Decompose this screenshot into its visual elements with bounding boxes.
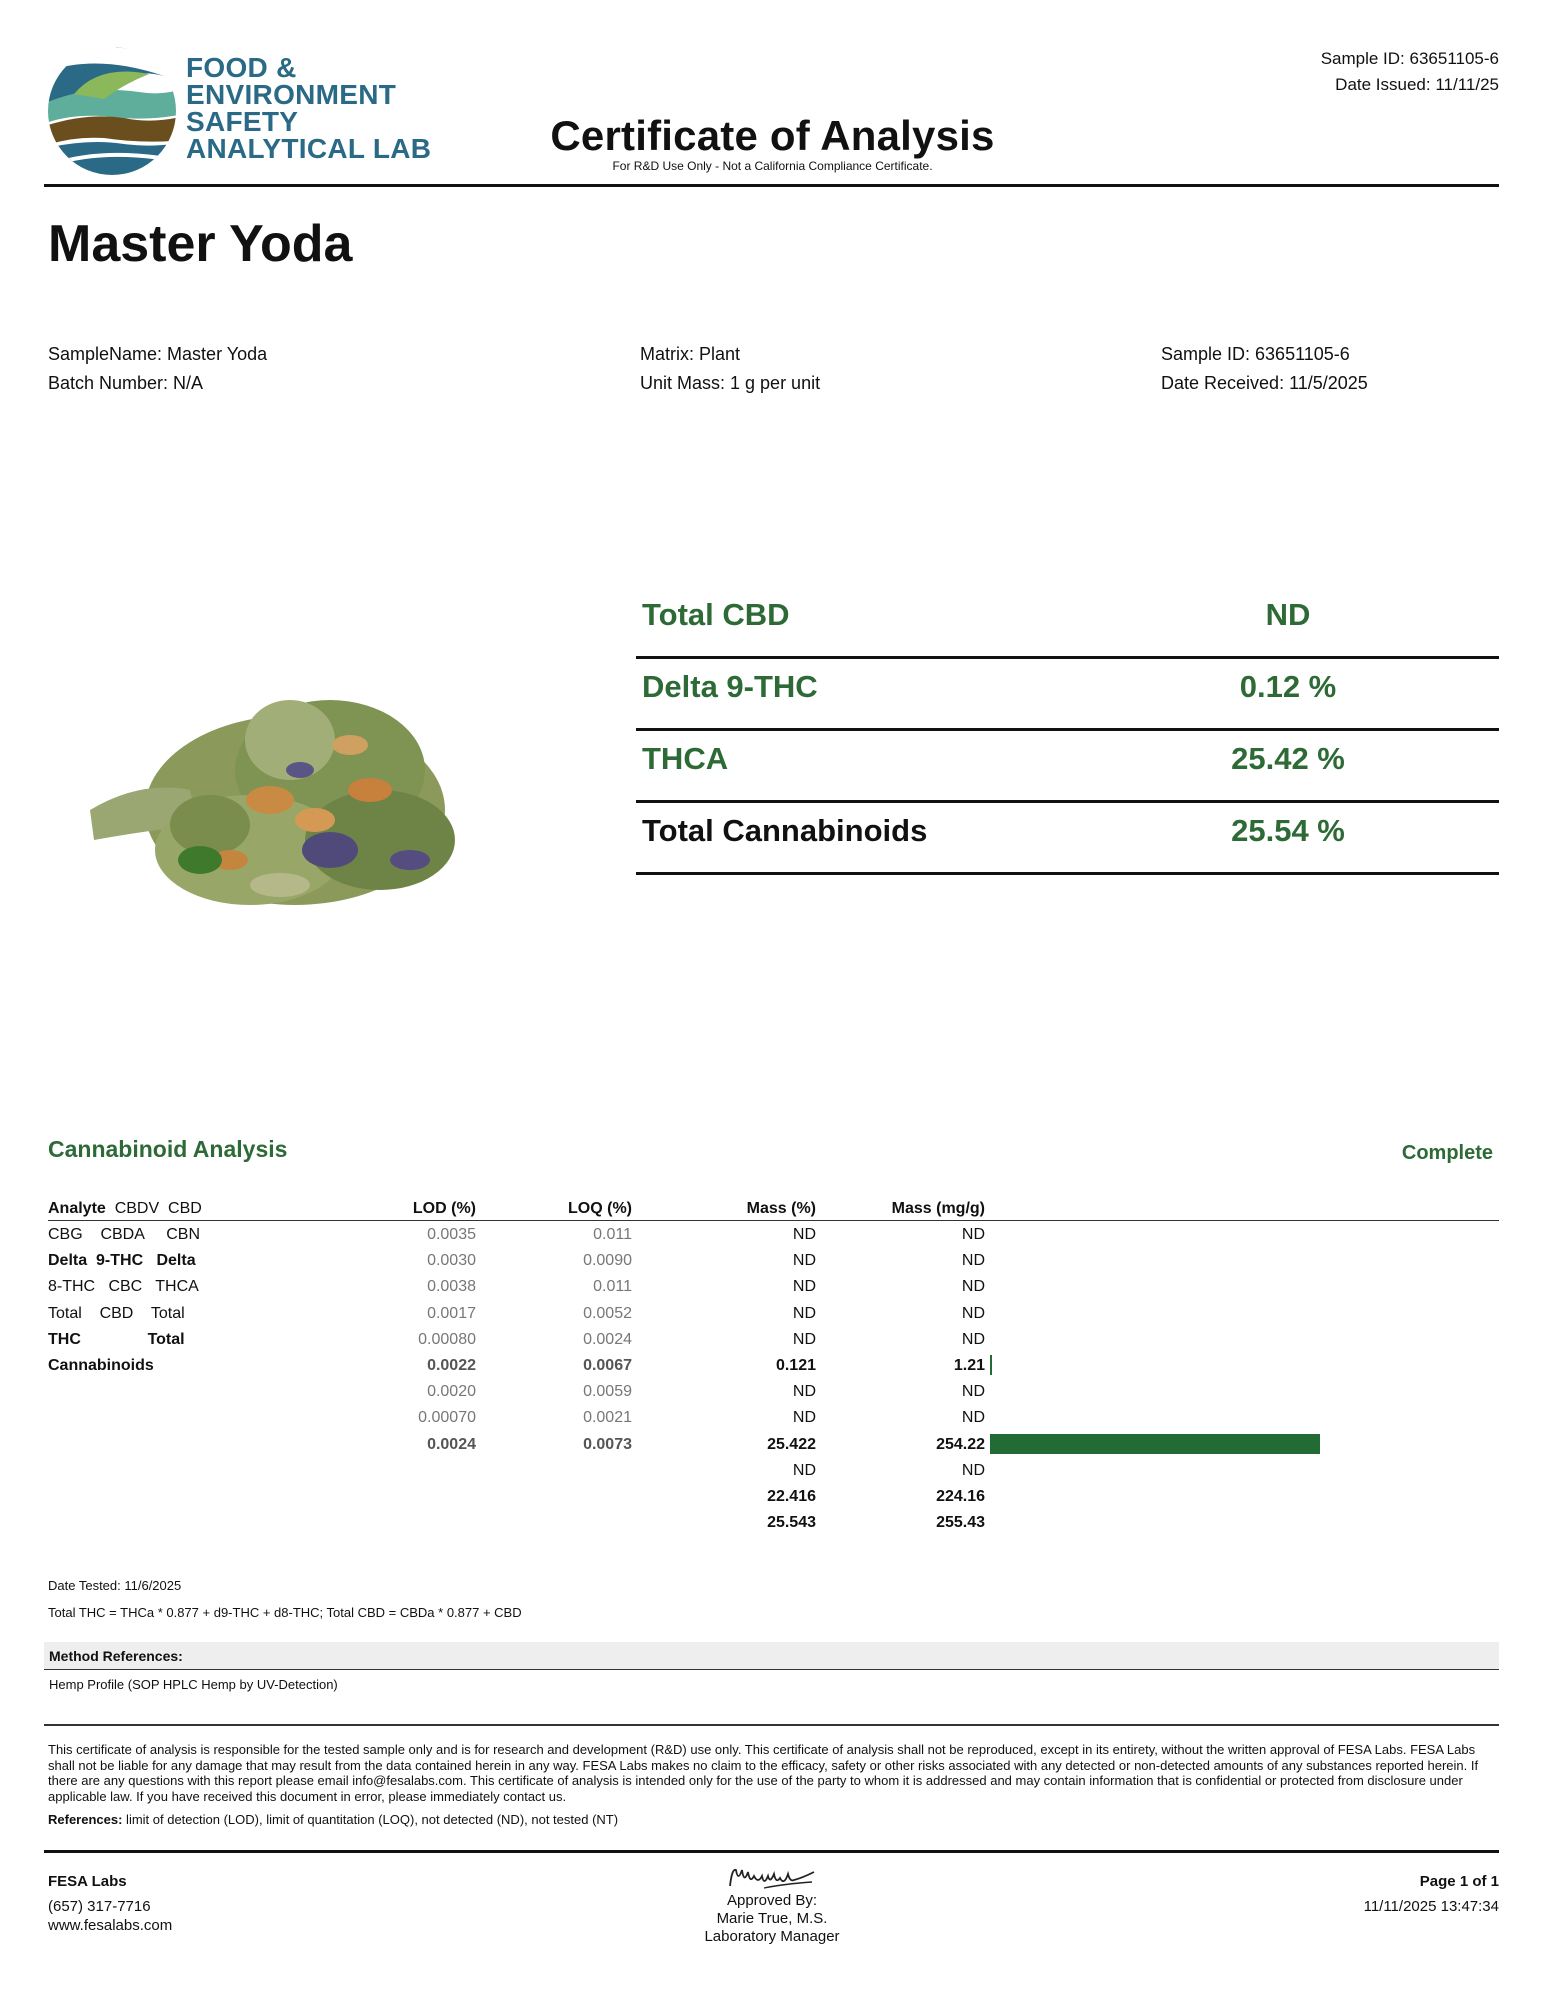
date-received: Date Received: 11/5/2025 (1161, 373, 1368, 393)
cell-mass-mg: 255.43 (936, 1514, 985, 1532)
header-loq: LOQ (%) (568, 1200, 632, 1217)
mass-bar (990, 1355, 992, 1375)
signature-icon (724, 1862, 820, 1892)
cell-analyte: Cannabinoids (48, 1356, 154, 1374)
cell-mass-pct: 22.416 (767, 1487, 816, 1505)
footer-website[interactable]: www.fesalabs.com (48, 1917, 173, 1934)
cell-lod: 0.0035 (427, 1226, 476, 1243)
header-meta (1321, 46, 1499, 98)
summary-label: THCA (642, 741, 729, 776)
sample-id: Sample ID: 63651105-6 (1161, 344, 1350, 364)
table-row (48, 1483, 1499, 1509)
table-row (48, 1509, 1499, 1535)
unit-mass: Unit Mass: 1 g per unit (640, 373, 821, 393)
header-lod: LOD (%) (412, 1200, 476, 1217)
table-row (48, 1247, 1499, 1273)
table-row (48, 1221, 1499, 1247)
cell-loq: 0.011 (593, 1226, 632, 1243)
analysis-status: Complete (1401, 1142, 1493, 1164)
references-text: limit of detection (LOD), limit of quantitation (LOQ), not detected (ND), not tested (NT) (122, 1812, 619, 1827)
cell-mass-pct: ND (792, 1409, 816, 1427)
table-row (48, 1273, 1499, 1299)
table-body (48, 1221, 1499, 1535)
cell-lod: 0.0038 (427, 1278, 476, 1296)
cell-lod: 0.0030 (427, 1252, 476, 1270)
summary-value: 25.54 % (1231, 813, 1345, 848)
header-date-issued: Date Issued: 11/11/25 (1335, 75, 1499, 94)
cell-loq: 0.0052 (583, 1304, 632, 1322)
header-analyte-label: Analyte (48, 1200, 106, 1217)
table-row (48, 1326, 1499, 1352)
cell-lod: 0.00070 (418, 1409, 476, 1427)
footer-phone: (657) 317-7716 (48, 1898, 151, 1915)
table-row (48, 1404, 1499, 1430)
cell-loq: 0.011 (593, 1278, 632, 1296)
cell-mass-pct: ND (792, 1330, 816, 1348)
product-image (80, 650, 500, 940)
cell-mass-mg: ND (961, 1252, 985, 1270)
summary-value: 0.12 % (1239, 669, 1337, 704)
cell-mass-pct: ND (792, 1461, 816, 1479)
summary-row-delta9 (636, 659, 1499, 731)
cell-mass-pct: ND (792, 1226, 816, 1243)
cell-mass-mg: ND (961, 1383, 985, 1401)
cell-loq: 0.0090 (583, 1252, 632, 1270)
cell-mass-pct: 25.543 (767, 1514, 816, 1532)
total-formula: Total THC = THCa * 0.877 + d9-THC + d8-THC; Total CBD = CBDa * 0.877 + CBD (48, 1605, 522, 1620)
cell-analyte: Total CBD Total (48, 1304, 185, 1322)
summary-label: Total CBD (642, 597, 790, 632)
summary-value: 25.42 % (1231, 741, 1345, 776)
cell-mass-mg: 254.22 (936, 1435, 985, 1453)
header-mass-mg: Mass (mg/g) (891, 1200, 985, 1217)
cell-mass-pct: 25.422 (767, 1435, 816, 1453)
footer-divider (44, 1850, 1499, 1853)
footer-left (48, 1872, 172, 1935)
approved-by-label: Approved By: (726, 1892, 818, 1909)
cell-loq: 0.0059 (583, 1383, 632, 1401)
cell-mass-pct: ND (792, 1304, 816, 1322)
cell-mass-mg: ND (961, 1226, 985, 1243)
date-tested: Date Tested: 11/6/2025 (48, 1578, 182, 1593)
cell-loq: 0.0021 (583, 1409, 632, 1427)
cell-analyte: Delta 9-THC Delta (48, 1252, 196, 1270)
summary-row-total-cannabinoids (636, 803, 1499, 875)
mass-bar (990, 1434, 1320, 1454)
certificate-subtitle: For R&D Use Only - Not a California Compliance Certificate. (612, 159, 933, 173)
sample-meta-center (640, 340, 820, 398)
cell-mass-mg: 224.16 (936, 1487, 985, 1505)
method-references-heading: Method References: (44, 1642, 1499, 1670)
cell-mass-mg: ND (961, 1409, 985, 1427)
analysis-title: Cannabinoid Analysis (48, 1136, 288, 1162)
table-row (48, 1431, 1499, 1457)
cell-mass-pct: ND (792, 1278, 816, 1296)
approver-name: Marie True, M.S. (716, 1910, 828, 1927)
cell-mass-mg: ND (961, 1461, 985, 1479)
cell-lod: 0.00080 (418, 1330, 476, 1348)
cannabinoid-table (48, 1195, 1499, 1535)
cell-lod: 0.0020 (427, 1383, 476, 1401)
footer-timestamp: 11/11/2025 13:47:34 (1363, 1898, 1499, 1915)
disclaimer-divider (44, 1724, 1499, 1726)
sample-meta-left (48, 340, 267, 398)
summary-label: Total Cannabinoids (642, 813, 928, 848)
cell-loq: 0.0067 (583, 1356, 632, 1374)
cell-loq: 0.0024 (583, 1330, 632, 1348)
table-row (48, 1300, 1499, 1326)
cell-lod: 0.0017 (427, 1304, 476, 1322)
lab-name-line-3: SAFETY (186, 106, 299, 137)
table-row (48, 1378, 1499, 1404)
method-references-body: Hemp Profile (SOP HPLC Hemp by UV-Detection) (49, 1677, 338, 1692)
cell-mass-mg: 1.21 (953, 1356, 985, 1374)
cell-mass-mg: ND (961, 1330, 985, 1348)
sample-title: Master Yoda (48, 215, 353, 273)
sample-meta-right (1161, 340, 1368, 398)
footer-right (1364, 1872, 1499, 1916)
cell-mass-mg: ND (961, 1304, 985, 1322)
batch-number: Batch Number: N/A (48, 373, 204, 393)
lab-name-line-4: ANALYTICAL LAB (186, 133, 432, 164)
matrix: Matrix: Plant (640, 344, 741, 364)
cell-analyte: THC Total (48, 1330, 185, 1348)
potency-summary (636, 587, 1499, 875)
header-analyte-extra: CBDV CBD (105, 1200, 202, 1217)
summary-row-thca (636, 731, 1499, 803)
references (48, 1812, 618, 1827)
cell-mass-mg: ND (961, 1278, 985, 1296)
cell-analyte: CBG CBDA CBN (48, 1226, 201, 1243)
header-mass-pct: Mass (%) (746, 1200, 816, 1217)
cell-lod: 0.0022 (427, 1356, 476, 1374)
cell-mass-pct: ND (792, 1383, 816, 1401)
table-row (48, 1457, 1499, 1483)
cell-loq: 0.0073 (583, 1435, 632, 1453)
table-header (48, 1195, 1499, 1221)
table-row (48, 1352, 1499, 1378)
cell-lod: 0.0024 (427, 1435, 476, 1453)
lab-name-line-2: ENVIRONMENT (186, 79, 397, 110)
page-number: Page 1 of 1 (1419, 1873, 1499, 1890)
summary-value: ND (1265, 597, 1311, 632)
summary-label: Delta 9-THC (642, 669, 818, 704)
header-divider (44, 184, 1499, 187)
cell-mass-pct: ND (792, 1252, 816, 1270)
disclaimer: This certificate of analysis is responsible for the tested sample only and is for research and development (R&D) use only. This certificate of analysis shall not be reproduced, except in its entirety, without the written approval of FESA Labs. FESA Labs shall not be liable for any damage that may result from the data contained herein in any way. FESA Labs makes no claim to the efficacy, safety or other risks associated with any detected or non-detected amounts of any substances reported herein. If there are any questions with this report please email info@fesalabs.com. This certificate of analysis is intended only for the use of the party to whom it is addressed and may contain information that is confidential or protected from disclosure under applicable law. If you have received this document in error, please immediately contact us. (48, 1742, 1479, 1804)
cell-mass-pct: 0.121 (775, 1356, 816, 1374)
summary-row-total-cbd (636, 587, 1499, 659)
footer-approval (672, 1862, 872, 1946)
footer-company: FESA Labs (48, 1873, 127, 1890)
references-label: References: (48, 1812, 123, 1827)
header-sample-id: Sample ID: 63651105-6 (1320, 49, 1499, 68)
cell-analyte: 8-THC CBC THCA (48, 1278, 199, 1296)
cannabis-bud-icon (80, 650, 500, 940)
lab-name-line-1: FOOD & (186, 52, 297, 83)
approver-role: Laboratory Manager (704, 1928, 840, 1945)
sample-name: SampleName: Master Yoda (48, 344, 268, 364)
certificate-title: Certificate of Analysis (550, 112, 995, 159)
